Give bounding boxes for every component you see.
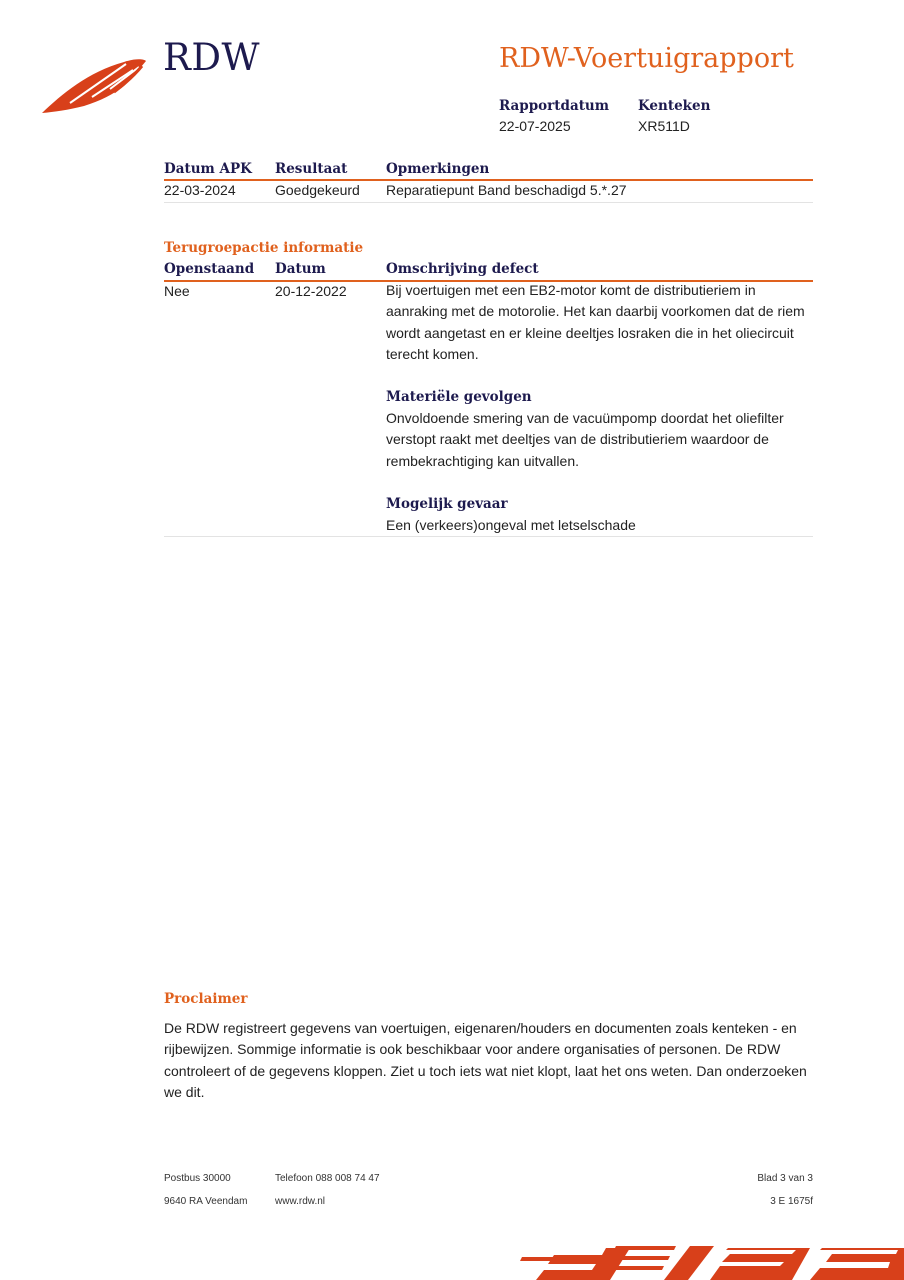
report-date-label: Rapportdatum: [499, 98, 610, 114]
proclaimer-title: Proclaimer: [164, 991, 248, 1007]
rdw-logo-icon: [40, 56, 150, 116]
apk-header-result: Resultaat: [275, 161, 348, 177]
recall-title: Terugroepactie informatie: [164, 240, 364, 256]
recall-date-cell: 20-12-2022: [275, 283, 347, 299]
recall-header-date: Datum: [275, 261, 326, 277]
apk-header-date: Datum APK: [164, 161, 252, 177]
recall-description: Bij voertuigen met een EB2-motor komt de distributieriem in aanraking met de motorolie. Het kan daarbij voorkomen dat de riem wordt aangetast en er kleine deeltjes losraken die in het oliecircuit terecht komen.: [386, 282, 805, 362]
possible-danger-text: Een (verkeers)ongeval met letselschade: [386, 517, 636, 533]
footer-doc-code: 3 E 1675f: [770, 1196, 813, 1207]
footer-phone: Telefoon 088 008 74 47: [275, 1173, 380, 1184]
material-consequences-text: Onvoldoende smering van de vacuümpomp doordat het oliefilter verstopt raakt met deeltjes van de distributieriem waardoor de rembekrachtiging kan uitvallen.: [386, 410, 784, 469]
footer-page-number: Blad 3 van 3: [757, 1173, 813, 1184]
recall-header-open: Openstaand: [164, 261, 255, 277]
material-consequences-title: Materiële gevolgen: [386, 389, 532, 405]
plate-label: Kenteken: [638, 98, 711, 114]
brand-name: RDW: [163, 36, 261, 79]
apk-date-cell: 22-03-2024: [164, 182, 236, 198]
possible-danger-title: Mogelijk gevaar: [386, 496, 508, 512]
footer-website[interactable]: www.rdw.nl: [275, 1196, 326, 1207]
footer-postbus: Postbus 30000: [164, 1173, 231, 1184]
report-date-value: 22-07-2025: [499, 118, 571, 134]
apk-remarks-cell: Reparatiepunt Band beschadigd 5.*.27: [386, 182, 627, 198]
recall-row-divider: [164, 536, 813, 537]
apk-header-remarks: Opmerkingen: [386, 161, 490, 177]
plate-value: XR511D: [638, 118, 690, 134]
apk-row-divider: [164, 202, 813, 203]
apk-result-cell: Goedgekeurd: [275, 182, 360, 198]
recall-header-description: Omschrijving defect: [386, 261, 539, 277]
recall-open-cell: Nee: [164, 283, 190, 299]
proclaimer-text: De RDW registreert gegevens van voertuigen, eigenaren/houders en documenten zoals kenteken - en rijbewijzen. Sommige informatie is ook beschikbaar voor andere organisaties of personen. De RDW controleert of de gegevens kloppen. Ziet u toch iets wat niet klopt, laat het ons weten. Dan onderzoeken we dit.: [164, 1020, 807, 1100]
footer-address: 9640 RA Veendam: [164, 1196, 248, 1207]
report-title: RDW-Voertuigrapport: [499, 43, 794, 74]
decorative-stripes-icon: [510, 1240, 904, 1280]
apk-header-rule: [164, 179, 813, 181]
